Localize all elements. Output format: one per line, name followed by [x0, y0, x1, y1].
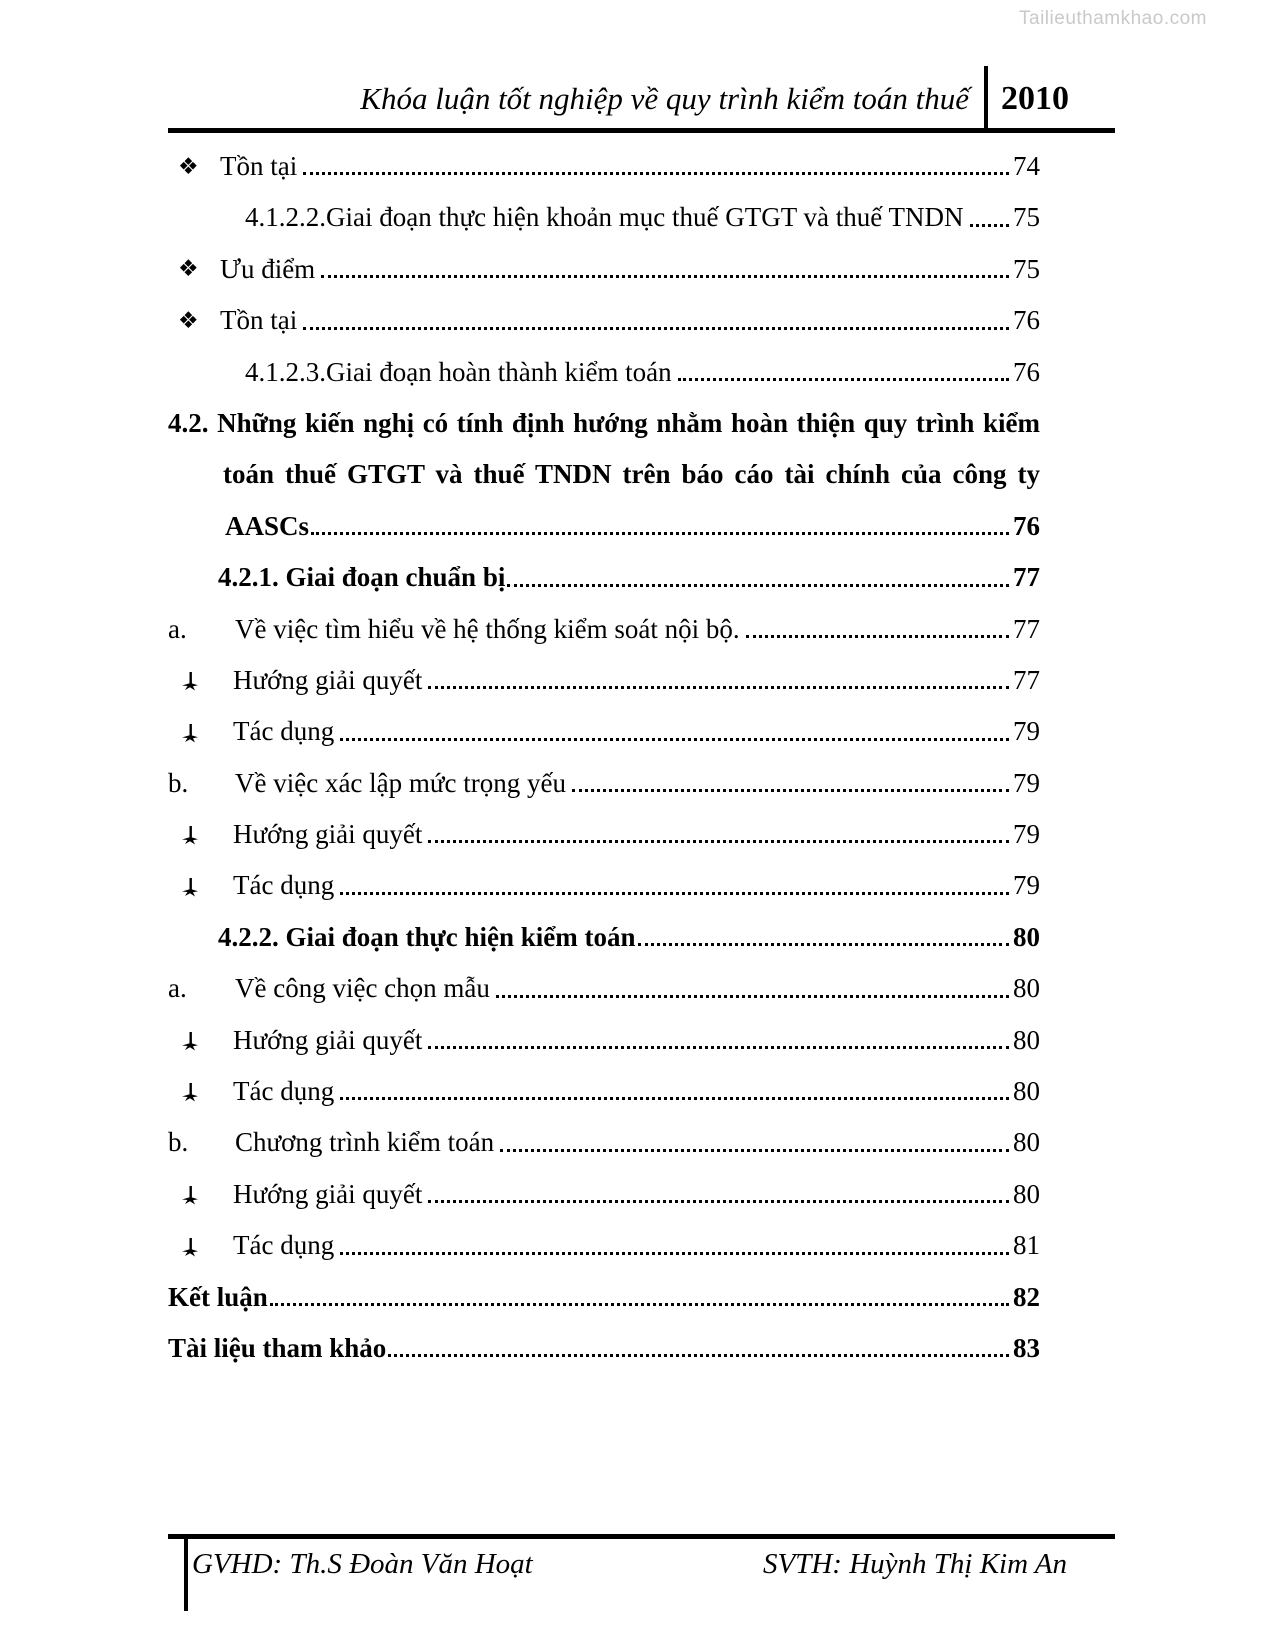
down-arrow-bullet-icon: [180, 877, 233, 902]
page-number: 75: [1013, 202, 1040, 233]
toc-entry: [168, 201, 1040, 233]
dot-leader: [970, 224, 1010, 227]
dot-leader: [507, 584, 1009, 587]
dot-leader: [340, 1097, 1009, 1100]
page-number: 80: [1013, 973, 1040, 1004]
toc-entry-section-heading: [168, 407, 1040, 542]
footer-row: [168, 1539, 1115, 1581]
page-header: [168, 66, 1115, 133]
dot-leader: [388, 1354, 1009, 1357]
toc-entry-label: Tác dụng: [233, 1076, 335, 1107]
page-number: 76: [1013, 510, 1040, 541]
dot-leader: [428, 686, 1009, 689]
watermark: Tailieuthamkhao.com: [1019, 8, 1207, 29]
toc-entry: [168, 356, 1040, 388]
toc-heading-lastline: [168, 510, 1040, 542]
header-row: [168, 66, 1115, 122]
toc-entry-label: 4.2.1. Giai đoạn chuẩn bị: [218, 562, 506, 593]
student-label: SVTH: Huỳnh Thị Kim An: [763, 1548, 1067, 1580]
year-badge: 2010: [1001, 79, 1069, 117]
dot-leader: [572, 789, 1009, 792]
down-arrow-bullet-icon: [180, 1031, 233, 1056]
toc-entry-label: Hướng giải quyết: [233, 1178, 423, 1209]
dot-leader: [428, 840, 1009, 843]
down-arrow-bullet-icon: [180, 1185, 233, 1210]
letter-marker: b.: [168, 767, 189, 798]
diamond-bullet-icon: ❖: [178, 256, 199, 283]
toc-entry: [168, 1126, 1040, 1158]
dot-leader: [321, 275, 1009, 278]
toc-entry: [168, 1178, 1040, 1210]
dot-leader: [270, 1303, 1009, 1306]
page-number: 80: [1013, 1076, 1040, 1107]
page-number: 79: [1013, 870, 1040, 901]
toc-entry-label: 4.2.2. Giai đoạn thực hiện kiểm toán: [218, 921, 636, 952]
page-number: 81: [1013, 1230, 1040, 1261]
advisor-label: GVHD: Th.S Đoàn Văn Hoạt: [192, 1548, 533, 1580]
toc-entry: [168, 304, 1040, 336]
toc-entry: [168, 613, 1040, 645]
toc-entry-label: Kết luận: [168, 1281, 268, 1312]
toc-entry-label: 4.1.2.2.Giai đoạn thực hiện khoản mục thuế GTGT và thuế TNDN: [245, 202, 964, 233]
footer-tick: [184, 1535, 188, 1611]
page-number: 80: [1013, 1127, 1040, 1158]
header-divider: [984, 66, 988, 128]
down-arrow-bullet-icon: [180, 723, 233, 748]
page-footer: [168, 1534, 1115, 1581]
down-arrow-bullet-icon: [180, 825, 233, 850]
page-number: 76: [1013, 356, 1040, 387]
letter-marker: a.: [168, 613, 187, 644]
toc-entry-label: Tồn tại: [220, 151, 298, 181]
dot-leader: [340, 1252, 1009, 1255]
dot-leader: [340, 892, 1009, 895]
toc-heading-line: 4.2. Những kiến nghị có tính định hướng nhằm hoàn thiện quy trình kiểm: [168, 407, 1040, 438]
toc-entry: [168, 715, 1040, 747]
toc-entry: [168, 921, 1040, 953]
page-number: 76: [1013, 305, 1040, 336]
dot-leader: [303, 327, 1009, 330]
dot-leader: [500, 1149, 1009, 1152]
toc-entry: [168, 253, 1040, 285]
toc-entry-label: Hướng giải quyết: [233, 664, 423, 695]
toc-entry-label: Chương trình kiểm toán: [235, 1127, 495, 1158]
toc-entry-label: AASCs: [225, 510, 310, 541]
toc-entry: [168, 972, 1040, 1004]
letter-marker: a.: [168, 973, 187, 1004]
down-arrow-bullet-icon: [180, 671, 233, 696]
toc-entry: [168, 869, 1040, 901]
toc-entry-label: Về việc tìm hiểu về hệ thống kiểm soát nội bộ.: [235, 613, 740, 644]
toc-entry-label: Hướng giải quyết: [233, 1024, 423, 1055]
toc-entry-label: Ưu điểm: [220, 253, 316, 284]
page-number: 77: [1013, 613, 1040, 644]
page-number: 80: [1013, 921, 1040, 952]
toc-entry-label: 4.1.2.3.Giai đoạn hoàn thành kiểm toán: [245, 356, 672, 387]
toc-entry: [168, 1281, 1040, 1313]
thesis-title: Khóa luận tốt nghiệp về quy trình kiểm toán thuế: [360, 80, 969, 116]
toc-entry: [168, 1024, 1040, 1056]
page-number: 74: [1013, 151, 1040, 181]
dot-leader: [496, 995, 1009, 998]
dot-leader: [303, 172, 1009, 175]
toc-entry-label: Tác dụng: [233, 1230, 335, 1261]
page-number: 82: [1013, 1281, 1040, 1312]
toc-entry: [168, 1075, 1040, 1107]
page-number: 80: [1013, 1024, 1040, 1055]
dot-leader: [638, 943, 1010, 946]
toc-entry: [168, 818, 1040, 850]
page-number: 79: [1013, 716, 1040, 747]
toc-entry: [168, 561, 1040, 593]
toc-entry: [168, 1229, 1040, 1261]
toc-entry-label: Tồn tại: [220, 305, 298, 336]
page-number: 79: [1013, 767, 1040, 798]
page-number: 75: [1013, 253, 1040, 284]
page-number: 83: [1013, 1332, 1040, 1363]
toc-entry-label: Tài liệu tham khảo: [168, 1332, 387, 1363]
toc-entry-label: Về việc xác lập mức trọng yếu: [235, 767, 567, 798]
diamond-bullet-icon: ❖: [178, 153, 199, 180]
toc-entry: [168, 767, 1040, 799]
toc-entry-label: Hướng giải quyết: [233, 819, 423, 850]
page-number: 80: [1013, 1178, 1040, 1209]
toc-entry: [168, 664, 1040, 696]
down-arrow-bullet-icon: [180, 1082, 233, 1107]
toc-entry-label: Tác dụng: [233, 716, 335, 747]
toc-entry: [168, 1332, 1040, 1364]
page-number: 79: [1013, 819, 1040, 850]
dot-leader: [340, 738, 1009, 741]
diamond-bullet-icon: ❖: [178, 307, 199, 334]
letter-marker: b.: [168, 1127, 189, 1158]
toc-heading-line: toán thuế GTGT và thuế TNDN trên báo cáo tài chính của công ty: [223, 459, 1040, 490]
down-arrow-bullet-icon: [180, 1237, 233, 1262]
page-number: 77: [1013, 664, 1040, 695]
dot-leader: [678, 378, 1009, 381]
toc-entry-label: Tác dụng: [233, 870, 335, 901]
table-of-contents: [168, 150, 1040, 1383]
dot-leader: [311, 532, 1009, 535]
dot-leader: [746, 635, 1009, 638]
dot-leader: [428, 1200, 1009, 1203]
toc-entry-label: Về công việc chọn mẫu: [235, 973, 490, 1004]
page-number: 77: [1013, 562, 1040, 593]
dot-leader: [428, 1046, 1009, 1049]
toc-entry: [168, 150, 1040, 182]
